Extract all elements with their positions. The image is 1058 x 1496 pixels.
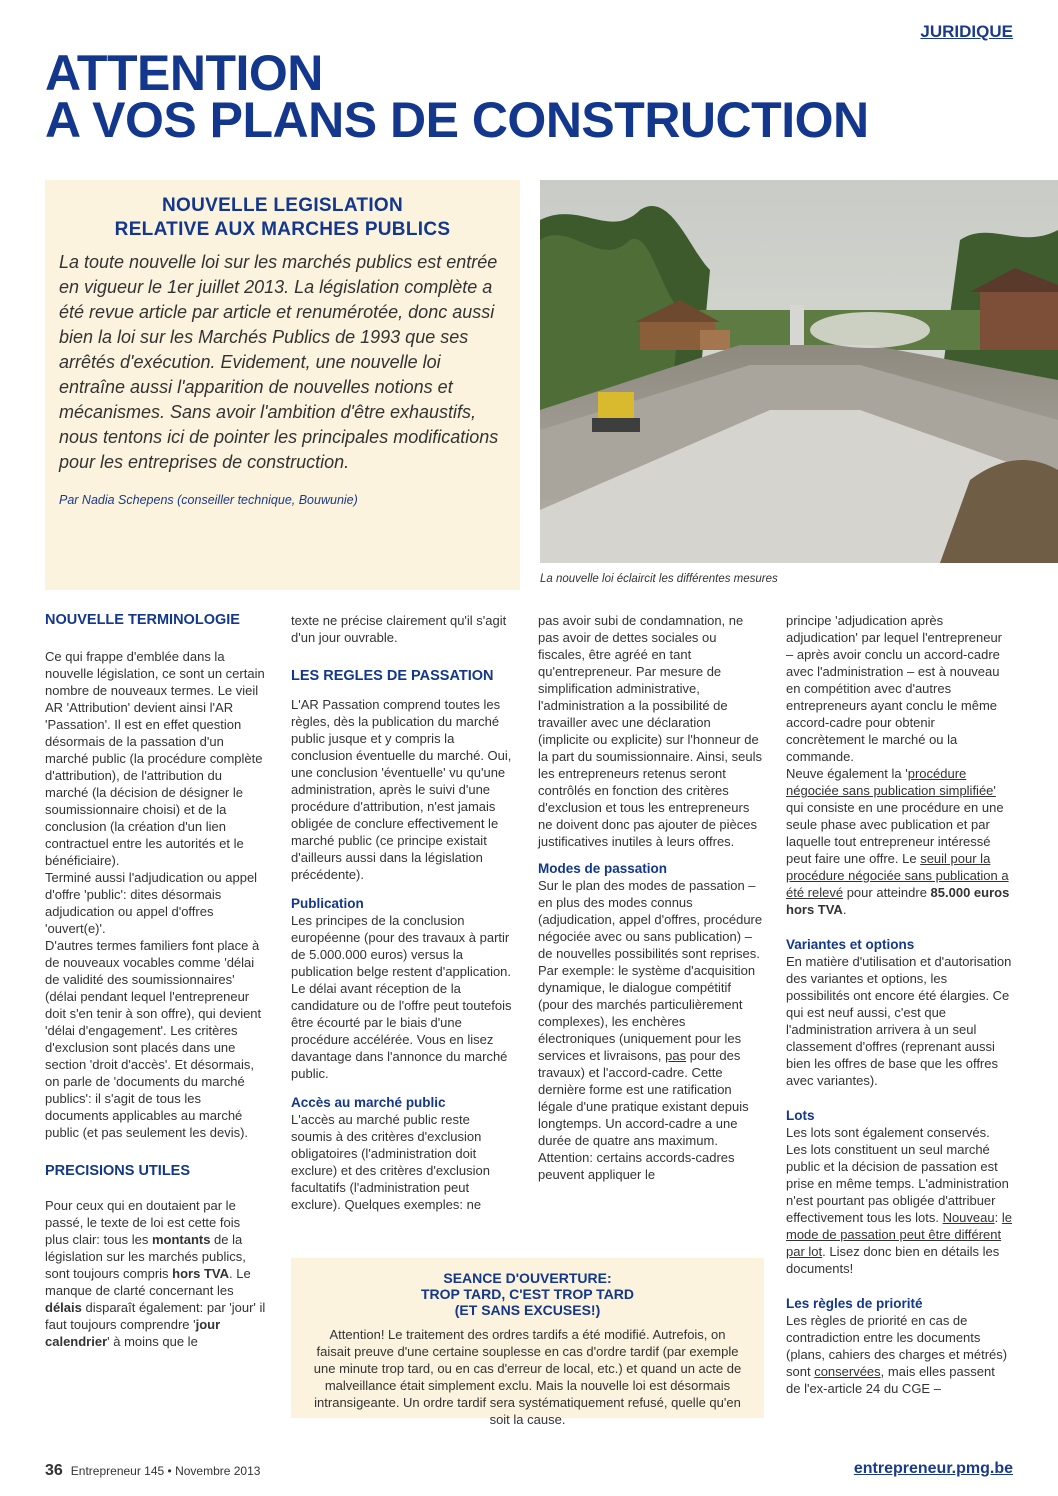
construction-photo-illustration [540,180,1058,563]
page-number: 36 [45,1462,63,1479]
paragraph: Les principes de la conclusion européenne (pour des travaux à partir de 5.000.000 euros) versus la publication belge restent d'application. Le délai avant réception de la candidature ou de l'offre peut toutefois être écourté par le biais d'une procédure accélérée. Vous en lisez davantage dans l'annonce du marché public. [291,913,512,1081]
heading-publication: Publication [291,896,364,911]
title-line-2: A VOS PLANS DE CONSTRUCTION [45,92,869,148]
paragraph: L'accès au marché public reste soumis à des critères d'exclusion obligatoires (l'administration doit exclure) et des critères d'exclusion facultatifs (l'administration peut exclure). Quelques exemples: ne [291,1112,491,1212]
text-run: disparaît également: par 'jour' il faut toujours comprendre ' [45,1300,266,1332]
paragraph [786,1312,1012,1397]
text-run: : [994,1210,1002,1225]
text-run: ' à moins que le [107,1334,198,1349]
issue-info: Entrepreneur 145 • Novembre 2013 [70,1464,261,1478]
intro-author: Par Nadia Schepens (conseiller technique, Bouwunie) [59,493,358,507]
intro-heading [45,194,520,242]
footer-issue [45,1462,260,1480]
underlined-term: simplifiée' [935,783,996,798]
underlined-term: conservées [814,1364,881,1379]
website-link[interactable]: entrepreneur.pmg.be [853,1460,1013,1477]
heading-modes-de-passation: Modes de passation [538,861,668,876]
text-run: Neuve également la ' [786,766,908,781]
text-run: qui consiste en une procédure en une seule phase avec publication et par laquelle tout entrepreneur intéressé peut faire une offre. Le [786,800,1004,866]
heading-nouvelle-terminologie: NOUVELLE TERMINOLOGIE [45,612,240,628]
paragraph: Terminé aussi l'adjudication ou appel d'offre 'public': dites désormais adjudication ou appel d'offres 'ouvert(e)'. [45,870,258,936]
sidebox-heading [291,1270,764,1318]
text-run: . [842,902,847,917]
paragraph: principe 'adjudication après adjudication' par lequel l'entrepreneur – après avoir conclu un accord-cadre avec l'administration – est à nouveau en compétition avec d'autres entrepreneurs ayant conclu le même accord-cadre pour obtenir concrètement le marché ou la commande. [786,613,1002,764]
text-run: pour atteindre [843,885,931,900]
sidebox-heading-line-1: SEANCE D'OUVERTURE: [443,1270,612,1286]
paragraph: L'AR Passation comprend toutes les règles, dès la publication du marché public jusque et y compris la conclusion éventuelle du marché. Oui, une conclusion 'éventuelle' vu qu'une administration, après le suivi d'une procédure d'attribution, n'est jamais obligée de conclure effectivement le marché public (ce principe existait d'ailleurs aussi dans la législation précédente). [291,697,512,882]
section-tag: JURIDIQUE [920,22,1013,41]
text-run: . Lisez donc bien en détails les documents! [786,1244,1000,1276]
paragraph: pas avoir subi de condamnation, ne pas avoir de dettes sociales ou fiscales, être agréé en tant qu'entrepreneur. Par mesure de simplification administrative, l'administration a la possibilité de travailler avec une déclaration (implicite ou explicite) sur l'honneur de la part du soumissionnaire. Ainsi, seuls les entrepreneurs retenus seront contrôlés en fonction des critères d'exclusion et tous les entrepreneurs ne doivent donc pas ajouter de pièces justificatives inutiles à leurs offres. [538,613,763,849]
text-run: Sur le plan des modes de passation – en plus des modes connus (adjudication, appel d'offres, procédure négociée avec ou sans publication) – de nouvelles possibilités sont reprises. Par exemple: le système d'acquisition dynamique, le dialogue compétitif (pour des marchés particulièrement complexes), les enchères électroniques (uniquement pour les services et livraisons, [538,878,763,1063]
paragraph [538,877,764,1183]
heading-variantes-et-options: Variantes et options [786,937,915,952]
paragraph [786,1124,1012,1277]
intro-heading-line-1: NOUVELLE LEGISLATION [161,195,404,216]
page-title [45,45,945,148]
heading-lots: Lots [786,1108,815,1123]
underlined-term: seuil pour la procédure négociée sans publication a été relevé [786,851,1009,900]
text-run: , mais elles passent de l'ex-article 24 du CGE – [786,1364,995,1396]
heading-regles-de-priorite: Les règles de priorité [786,1296,923,1311]
text-run: Pour ceux qui en doutaient par le passé, le texte de loi est cette fois plus clair: tous les [45,1198,241,1247]
intro-lead: La toute nouvelle loi sur les marchés publics est entrée en vigueur le 1er juillet 2013. La législation complète a été revue article par article et renumérotée, donc aussi bien la loi sur les Marchés Publics de 1993 que ses arrêtés d'exécution. Evidement, une nouvelle loi entraîne aussi l'apparition de nouvelles notions et mécanismes. Sans avoir l'ambition d'être exhaustifs, nous tentons ici de pointer les principales modifications pour les entreprises de construction. [59,252,499,472]
heading-acces-marche-public: Accès au marché public [291,1095,446,1110]
text-run: Les lots sont également conservés. Les lots constituent un seul marché public et la décision de passation est prise en même temps. L'administration n'est pourtant pas obligée d'attribuer effectivement tous les lots. [786,1125,1009,1225]
seance-ouverture-box [291,1258,764,1427]
heading-regles-de-passation: LES REGLES DE PASSATION [291,668,494,684]
paragraph: En matière d'utilisation et d'autorisation des variantes et options, les possibilités ont encore été élargies. Ce qui est neuf aussi, c'est que l'administration arrivera à un seul classement d'offres (reprenant aussi bien les offres de base que les offres avec variantes). [786,954,1012,1088]
bold-term: hors TVA [172,1266,229,1281]
column-2 [291,612,513,1213]
construction-photo [540,180,1058,563]
column-4 [786,612,1012,1397]
text-run: de la législation sur les marchés publics, sont toujours compris [45,1232,246,1281]
paragraph [786,765,1012,918]
bold-term: délais [45,1300,82,1315]
intro-box [45,180,520,590]
title-line-1: ATTENTION [45,45,323,101]
paragraph: texte ne précise clairement qu'il s'agit d'un jour ouvrable. [291,613,507,645]
column-1 [45,612,267,1350]
underlined-term: le mode de passation peut être différent par lot [786,1210,1012,1259]
paragraph: D'autres termes familiers font place à de nouveaux vocables comme 'délai de validité des soumissionnaires' (délai pendant lequel l'entrepreneur doit s'en tenir à son offre), qui devient 'délai d'engagement'. Les critères d'exclusion sont placés dans une section 'droit d'accès'. Et désormais, on parle de 'documents du marché publics': il s'agit de tous les documents applicables au marché public (et pas seulement les devis). [45,938,262,1140]
underlined-term: Nouveau [942,1210,995,1225]
intro-heading-line-2: RELATIVE AUX MARCHES PUBLICS [114,219,451,240]
text-run: Les règles de priorité en cas de contradiction entre les documents (plans, cahiers des charges et métrés) sont [786,1313,1008,1379]
photo-caption: La nouvelle loi éclaircit les différentes mesures [540,573,778,585]
sidebox-heading-line-3: (ET SANS EXCUSES!) [454,1302,601,1318]
heading-precisions-utiles: PRECISIONS UTILES [45,1163,191,1179]
column-3 [538,612,764,1183]
underlined-term: procédure négociée sans publication [786,766,967,798]
bold-term: 85.000 euros hors TVA [786,885,1010,917]
paragraph: Ce qui frappe d'emblée dans la nouvelle législation, ce sont un certain nombre de nouveaux termes. Le vieil AR 'Attribution' devient ainsi l'AR 'Passation'. Il est en effet question désormais de la passation d'un marché public (la procédure complète d'attribution), de l'attribution du marché (la décision de désigner le soumissionnaire choisi) et de la conclusion (la création d'un lien contractuel entre les autorités et le bénéficiaire). [45,649,265,868]
underlined-term: pas [665,1048,687,1063]
paragraph [45,1197,267,1350]
text-run: . Le manque de clarté concernant les [45,1266,251,1298]
sidebox-text: Attention! Le traitement des ordres tardifs a été modifié. Autrefois, on faisait preuve d'une certaine souplesse en cas d'ordre tardif (par exemple une minute trop tard, ou en cas d'erreur de local, etc.) et quand un acte de malveillance était simplement exclu. Mais la nouvelle loi est désormais intransigeante. Un ordre tardif sera systématiquement refusé, quelle qu'en soit la cause. [313,1327,742,1427]
bold-term: jour calendrier [45,1317,221,1349]
text-run: pour des travaux) et l'accord-cadre. Cette dernière forme est une ratification légale d'une pratique existant depuis longtemps. Un accord-cadre a une durée de quatre ans maximum. Attention: certains accords-cadres peuvent appliquer le [538,1048,749,1182]
bold-term: montants [151,1232,211,1247]
sidebox-heading-line-2: TROP TARD, C'EST TROP TARD [420,1286,635,1302]
